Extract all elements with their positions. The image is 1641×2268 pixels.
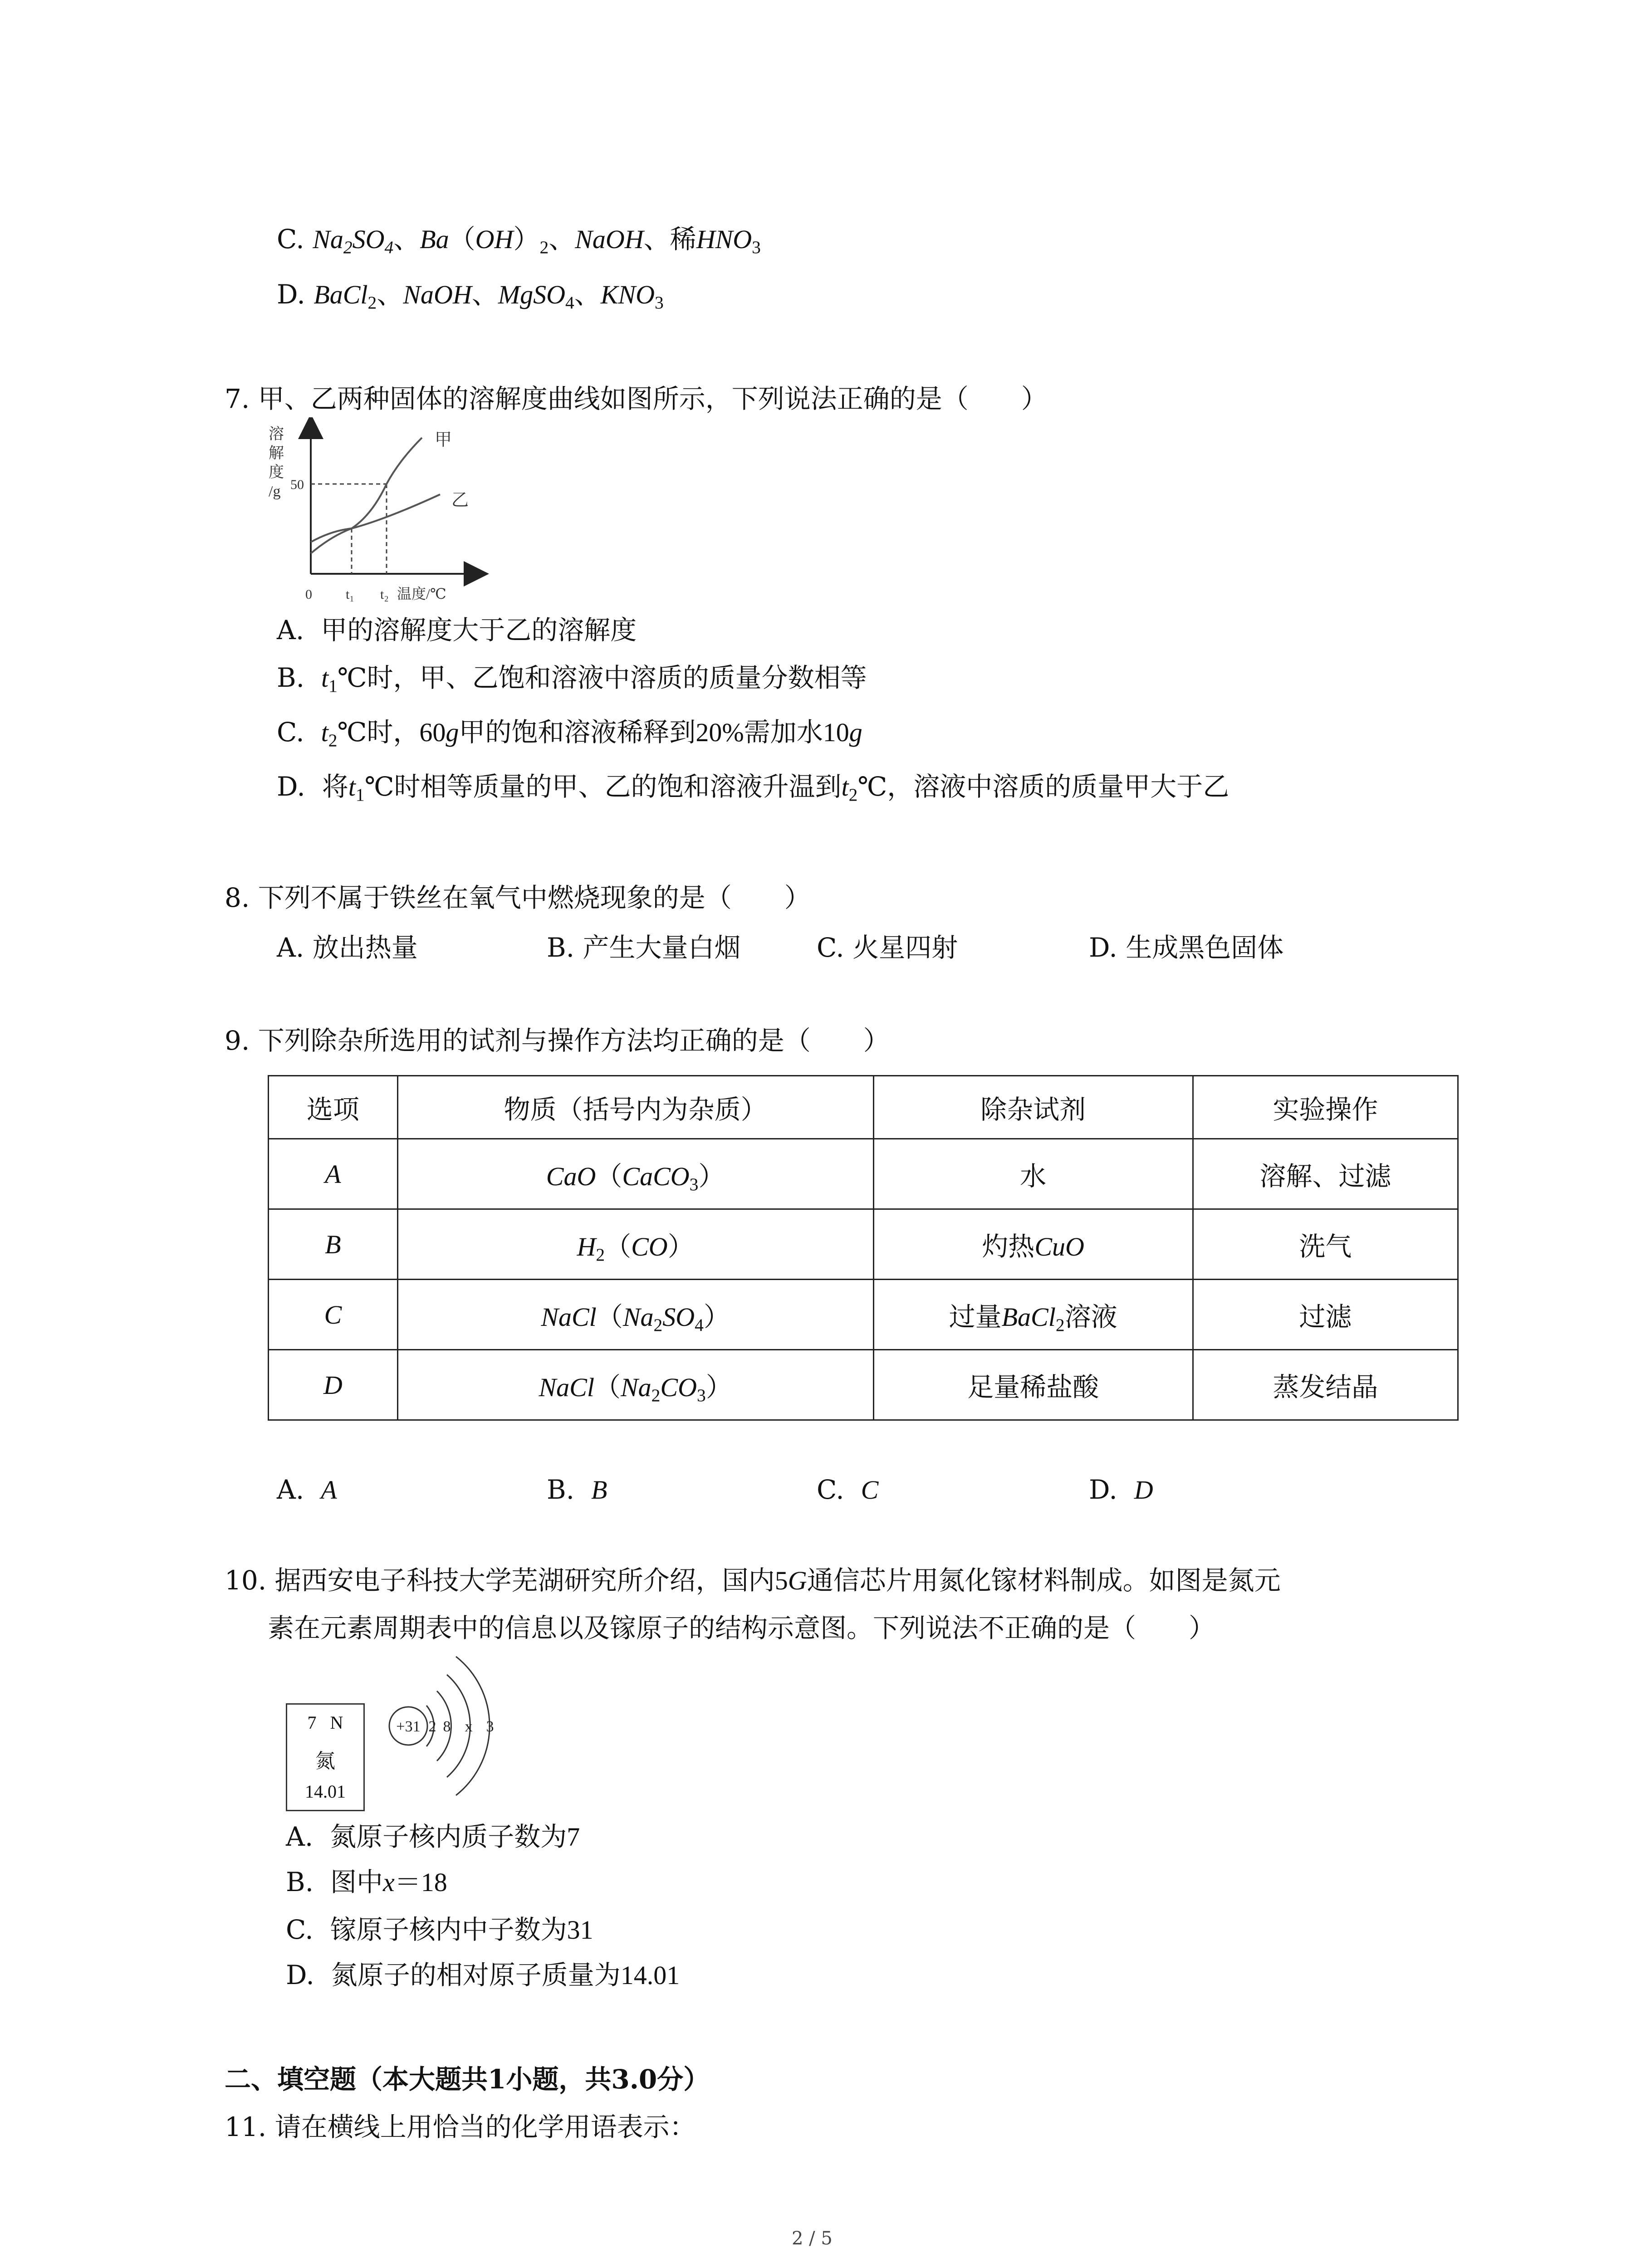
curve-yi bbox=[311, 494, 440, 542]
shell-2-electrons: 8 bbox=[443, 1718, 451, 1735]
origin-label: 0 bbox=[305, 587, 312, 602]
q7-option-b: B. $t_1℃$时，甲、乙饱和溶液中溶质的质量分数相等 bbox=[277, 662, 867, 696]
label-yi: 乙 bbox=[451, 491, 469, 510]
q10-option-c: C. 镓原子核内中子数为31 bbox=[286, 1914, 593, 1945]
impurity-removal-table bbox=[268, 1075, 1459, 1421]
header-operation: 实验操作 bbox=[1193, 1076, 1458, 1139]
table-row: C $NaCl(Na_2SO_4)$ 过量BaCl$_2$溶液 过滤 bbox=[269, 1280, 1458, 1350]
y-tick-50: 50 bbox=[290, 477, 304, 492]
q10-option-d: D. 氮原子的相对原子质量为14.01 bbox=[286, 1960, 680, 1990]
q10-stem-line2: 素在元素周期表中的信息以及镓原子的结构示意图。下列说法不正确的是（ ） bbox=[268, 1613, 1215, 1643]
element-name: 氮 bbox=[315, 1750, 335, 1772]
t2-label: t₂ bbox=[380, 587, 389, 602]
x-axis-label: 温度/℃ bbox=[397, 586, 446, 602]
q9-stem: 9. 下列除杂所选用的试剂与操作方法均正确的是（ ） bbox=[225, 1025, 890, 1056]
q8-stem: 8. 下列不属于铁丝在氧气中燃烧现象的是（ ） bbox=[225, 882, 811, 913]
nucleus-charge: +31 bbox=[396, 1718, 421, 1735]
q7-option-d: D. 将$t_1℃$时相等质量的甲、乙的饱和溶液升温到$t_2℃$，溶液中溶质的质量甲大于乙 bbox=[277, 771, 1230, 805]
table-row: B $H_2(CO)$ 灼热CuO 洗气 bbox=[269, 1209, 1458, 1280]
y-axis-label-2: 解 bbox=[269, 445, 284, 462]
q6-option-c: C. $Na_2SO_4$、$Ba(OH)_2$、NaOH、稀$HNO_3$ bbox=[277, 224, 761, 258]
gallium-atom-structure bbox=[383, 1647, 515, 1805]
q8-option-c: C. 火星四射 bbox=[817, 932, 958, 963]
shell-3-electrons: x bbox=[465, 1718, 473, 1735]
q9-option-b: B. B bbox=[547, 1474, 607, 1505]
atomic-mass: 14.01 bbox=[305, 1781, 346, 1802]
q8-option-a: A. 放出热量 bbox=[277, 932, 418, 963]
solubility-curve-figure bbox=[259, 417, 495, 608]
q9-option-c: C. C bbox=[817, 1474, 879, 1505]
shell-1-electrons: 2 bbox=[428, 1718, 436, 1735]
q7-stem: 7. 甲、乙两种固体的溶解度曲线如图所示，下列说法正确的是（ ） bbox=[225, 383, 1048, 414]
periodic-table-cell-nitrogen bbox=[286, 1703, 365, 1811]
table-row: A CaO（CaCO$_3$） 水 溶解、过滤 bbox=[269, 1139, 1458, 1209]
q7-option-a: A. 甲的溶解度大于乙的溶解度 bbox=[277, 615, 637, 645]
electron-shell-4 bbox=[456, 1657, 490, 1795]
header-reagent: 除杂试剂 bbox=[873, 1076, 1193, 1139]
header-option: 选项 bbox=[269, 1076, 398, 1139]
element-symbol: N bbox=[330, 1712, 343, 1733]
header-substance: 物质（括号内为杂质） bbox=[397, 1076, 873, 1139]
y-axis-label-3: 度 bbox=[269, 464, 284, 481]
q6-option-d: D. BaCl$_2$、NaOH、MgSO$_4$、$KNO_3$ bbox=[277, 279, 664, 313]
section-2-title: 二、填空题（本大题共1小题，共3.0分） bbox=[225, 2064, 710, 2095]
table-row: D $NaCl(Na_2CO_3)$ 足量稀盐酸 蒸发结晶 bbox=[269, 1350, 1458, 1420]
q9-option-a: A. A bbox=[277, 1474, 337, 1505]
q9-option-d: D. D bbox=[1089, 1474, 1153, 1505]
t1-label: t₁ bbox=[346, 587, 354, 602]
q11-stem: 11. 请在横线上用恰当的化学用语表示： bbox=[225, 2112, 696, 2142]
y-axis-label-4: /g bbox=[269, 483, 281, 500]
curve-jia bbox=[311, 438, 422, 553]
page-number: 2 / 5 bbox=[792, 2228, 833, 2249]
atomic-number: 7 bbox=[307, 1712, 317, 1733]
q8-option-b: B. 产生大量白烟 bbox=[547, 932, 741, 963]
q10-stem-line1: 10. 据西安电子科技大学芜湖研究所介绍，国内5G通信芯片用氮化镓材料制成。如图是氮元 bbox=[225, 1565, 1281, 1596]
option-letter: C. bbox=[277, 224, 304, 254]
shell-4-electrons: 3 bbox=[486, 1718, 494, 1735]
table-header-row bbox=[269, 1076, 1458, 1139]
q7-option-c: C. $t_2℃$时，60g甲的饱和溶液稀释到20%需加水10g bbox=[277, 717, 862, 751]
y-axis-label-1: 溶 bbox=[269, 426, 284, 443]
q10-option-a: A. 氮原子核内质子数为7 bbox=[286, 1821, 580, 1852]
q10-option-b: B. 图中x＝18 bbox=[286, 1867, 447, 1897]
option-letter: D. bbox=[277, 279, 305, 310]
q8-option-d: D. 生成黑色固体 bbox=[1089, 932, 1284, 963]
label-jia: 甲 bbox=[435, 430, 452, 450]
